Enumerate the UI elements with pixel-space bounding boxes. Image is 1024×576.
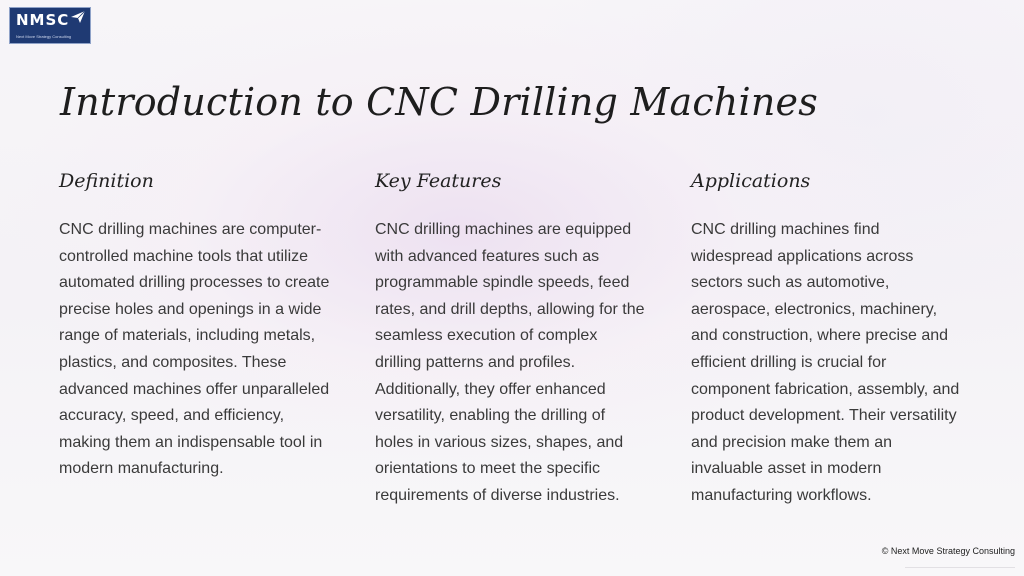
column-body: CNC drilling machines are computer-controlled machine tools that utilize automated drilling processes to create precise holes and openings in a wide range of materials, including metals, plastics, and composites. These advanced machines offer unparalleled accuracy, speed, and efficiency, making them an indispensable tool in modern manufacturing. [59, 221, 330, 478]
column-heading: Key Features [375, 170, 502, 192]
slide-title: Introduction to CNC Drilling Machines [60, 80, 818, 124]
logo-tagline: Next Move Strategy Consulting [16, 34, 72, 39]
column-heading: Definition [59, 170, 154, 192]
column-applications [691, 170, 963, 510]
logo-text: NMSC [16, 11, 70, 29]
footer-divider [905, 567, 1015, 568]
paper-plane-icon [71, 11, 85, 23]
column-body: CNC drilling machines find widespread applications across sectors such as automotive, aerospace, electronics, machinery, and construction, where precise and efficient drilling is crucial for component fabrication, assembly, and product development. Their versatility and precision make them an invaluable asset in modern manufacturing workflows. [691, 221, 960, 504]
column-key-features [375, 170, 647, 510]
column-definition [59, 170, 331, 483]
company-logo [9, 7, 91, 44]
footer-copyright: © Next Move Strategy Consulting [881, 546, 1015, 556]
column-body: CNC drilling machines are equipped with advanced features such as programmable spindle speeds, feed rates, and drill depths, allowing for the seamless execution of complex drilling patterns and profiles. Additionally, they offer enhanced versatility, enabling the drilling of holes in various sizes, shapes, and orientations to meet the specific requirements of diverse industries. [375, 221, 645, 504]
column-heading: Applications [691, 170, 811, 192]
